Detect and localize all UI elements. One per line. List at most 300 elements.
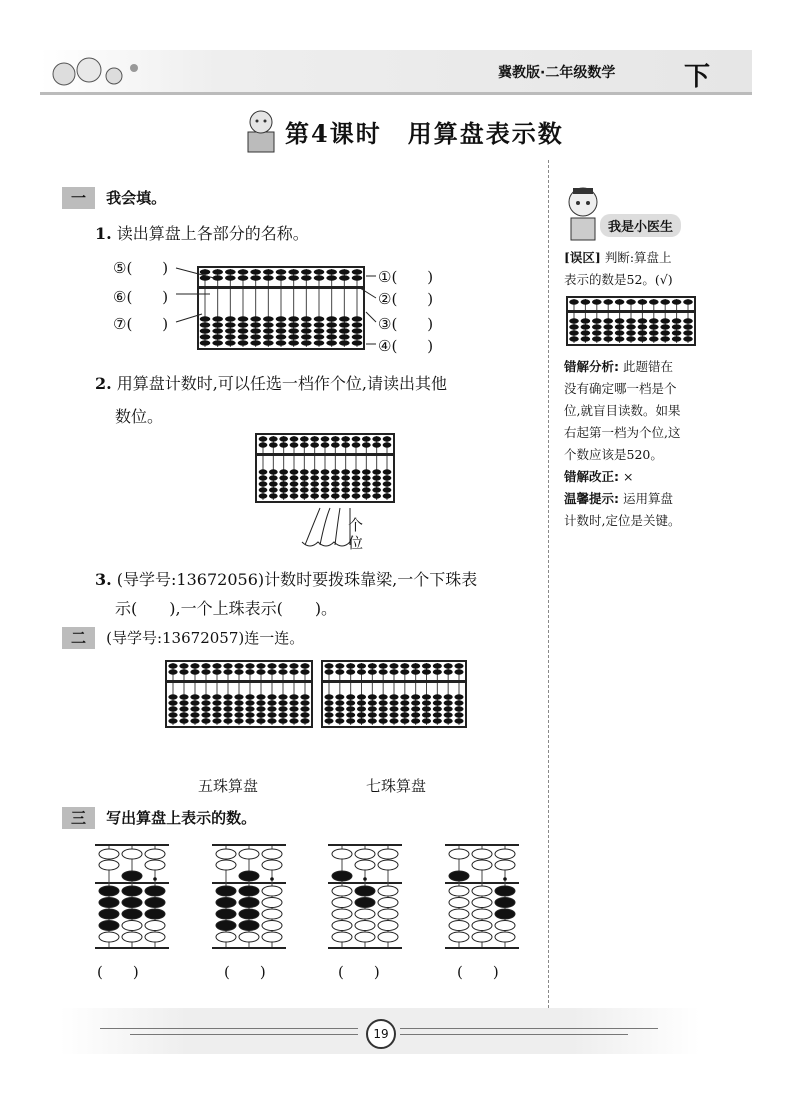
lower-bead bbox=[239, 909, 259, 919]
upper-bead bbox=[278, 663, 287, 668]
lower-bead bbox=[267, 694, 276, 699]
lower-bead bbox=[472, 898, 492, 908]
lower-bead bbox=[190, 718, 199, 723]
tip-label: 温馨提示: bbox=[564, 491, 619, 506]
lower-bead bbox=[145, 932, 165, 942]
lower-bead bbox=[581, 336, 591, 341]
section3-title: 写出算盘上表示的数。 bbox=[106, 809, 257, 827]
upper-bead bbox=[449, 849, 469, 859]
lower-bead bbox=[269, 487, 278, 492]
lower-bead bbox=[495, 898, 515, 908]
lower-bead bbox=[259, 487, 268, 492]
upper-bead bbox=[179, 669, 188, 674]
upper-bead bbox=[444, 663, 453, 668]
footer-line-right-2 bbox=[400, 1034, 628, 1035]
lower-bead bbox=[179, 694, 188, 699]
lower-bead bbox=[357, 718, 366, 723]
lower-bead bbox=[256, 700, 265, 705]
lower-bead bbox=[433, 694, 442, 699]
upper-bead bbox=[145, 860, 165, 870]
lower-bead bbox=[362, 475, 371, 480]
lower-bead bbox=[179, 706, 188, 711]
lower-bead bbox=[368, 694, 377, 699]
upper-bead bbox=[179, 663, 188, 668]
lower-bead bbox=[168, 700, 177, 705]
lower-bead bbox=[638, 336, 648, 341]
lower-bead bbox=[212, 694, 221, 699]
lower-bead bbox=[444, 694, 453, 699]
upper-bead bbox=[212, 663, 221, 668]
upper-bead bbox=[346, 663, 355, 668]
lower-bead bbox=[378, 886, 398, 896]
upper-bead bbox=[300, 663, 309, 668]
q3-line1 bbox=[95, 567, 477, 590]
lower-bead bbox=[278, 694, 287, 699]
lower-bead bbox=[201, 718, 210, 723]
lower-bead bbox=[422, 712, 431, 717]
lower-bead bbox=[331, 469, 340, 474]
label-6: ⑥( ) bbox=[113, 288, 169, 306]
lower-bead bbox=[449, 921, 469, 931]
upper-bead bbox=[626, 299, 636, 304]
lower-bead bbox=[289, 718, 298, 723]
lower-bead bbox=[331, 475, 340, 480]
upper-bead bbox=[378, 849, 398, 859]
lower-bead bbox=[310, 481, 319, 486]
upper-bead bbox=[223, 669, 232, 674]
lower-bead bbox=[332, 932, 352, 942]
upper-bead bbox=[592, 299, 602, 304]
lower-bead bbox=[289, 694, 298, 699]
unit-dot bbox=[270, 877, 274, 881]
five-bead-abacus bbox=[165, 660, 313, 728]
section3-header bbox=[62, 807, 256, 829]
lower-bead bbox=[212, 718, 221, 723]
column-divider bbox=[548, 160, 549, 1008]
lower-bead bbox=[433, 712, 442, 717]
upper-bead bbox=[649, 299, 659, 304]
lower-bead bbox=[259, 493, 268, 498]
lower-bead bbox=[335, 712, 344, 717]
lower-bead bbox=[267, 712, 276, 717]
lower-bead bbox=[346, 712, 355, 717]
lower-bead bbox=[239, 898, 259, 908]
lower-bead bbox=[300, 493, 309, 498]
lower-bead bbox=[300, 481, 309, 486]
sidebar-judge-2: 表示的数是52。(√) bbox=[564, 272, 673, 287]
section2-text: (导学号:13672057)连一连。 bbox=[106, 629, 305, 647]
lower-bead bbox=[201, 694, 210, 699]
upper-bead bbox=[433, 669, 442, 674]
lower-bead bbox=[290, 481, 299, 486]
lower-bead bbox=[378, 921, 398, 931]
sidebar-judge-1: 判断:算盘上 bbox=[604, 250, 672, 265]
abacus-c bbox=[328, 844, 402, 949]
lower-bead bbox=[346, 718, 355, 723]
abacus-d bbox=[445, 844, 519, 949]
lower-bead bbox=[245, 712, 254, 717]
lower-bead bbox=[223, 706, 232, 711]
section2-badge: 二 bbox=[62, 627, 95, 649]
lower-bead bbox=[245, 700, 254, 705]
lower-bead bbox=[168, 706, 177, 711]
lower-bead bbox=[352, 493, 361, 498]
lower-bead bbox=[352, 475, 361, 480]
upper-bead bbox=[262, 849, 282, 859]
upper-bead bbox=[368, 663, 377, 668]
lower-bead bbox=[168, 718, 177, 723]
upper-bead bbox=[234, 669, 243, 674]
lower-bead bbox=[310, 469, 319, 474]
upper-bead bbox=[495, 849, 515, 859]
upper-bead bbox=[201, 663, 210, 668]
q1-pointer-lines bbox=[170, 262, 410, 352]
lower-bead bbox=[99, 921, 119, 931]
upper-bead bbox=[615, 299, 625, 304]
abacus-beam bbox=[567, 310, 695, 313]
lower-bead bbox=[267, 718, 276, 723]
footer-line-left-1 bbox=[100, 1028, 358, 1029]
lower-bead bbox=[355, 909, 375, 919]
upper-bead bbox=[122, 849, 142, 859]
lower-bead bbox=[201, 700, 210, 705]
q2-ge: 个 bbox=[348, 516, 364, 534]
lower-bead bbox=[321, 493, 330, 498]
lower-bead bbox=[278, 706, 287, 711]
lower-bead bbox=[379, 700, 388, 705]
footer-line-right-1 bbox=[400, 1028, 658, 1029]
upper-bead bbox=[581, 299, 591, 304]
lower-bead bbox=[346, 694, 355, 699]
upper-bead bbox=[331, 436, 340, 441]
q2-text-2: 数位。 bbox=[115, 407, 164, 426]
lower-bead bbox=[615, 324, 625, 329]
lower-bead bbox=[122, 921, 142, 931]
lower-bead bbox=[223, 718, 232, 723]
lower-bead bbox=[234, 700, 243, 705]
lower-bead bbox=[683, 336, 693, 341]
lower-bead bbox=[355, 932, 375, 942]
unit-dot bbox=[503, 877, 507, 881]
lower-bead bbox=[289, 712, 298, 717]
analysis-line-5: 个数应该是520。 bbox=[564, 447, 663, 462]
lower-bead bbox=[352, 469, 361, 474]
lower-bead bbox=[179, 718, 188, 723]
analysis-line-4: 右起第一档为个位,这 bbox=[564, 425, 681, 440]
lower-bead bbox=[269, 493, 278, 498]
upper-bead bbox=[267, 663, 276, 668]
lower-bead bbox=[378, 898, 398, 908]
lower-bead bbox=[660, 336, 670, 341]
upper-bead bbox=[454, 669, 463, 674]
lower-bead bbox=[332, 886, 352, 896]
lower-bead bbox=[223, 712, 232, 717]
lower-bead bbox=[449, 886, 469, 896]
upper-bead bbox=[99, 849, 119, 859]
lower-bead bbox=[216, 909, 236, 919]
lower-bead bbox=[145, 886, 165, 896]
upper-bead bbox=[212, 669, 221, 674]
lower-bead bbox=[335, 718, 344, 723]
upper-bead bbox=[638, 299, 648, 304]
upper-bead bbox=[122, 871, 142, 881]
upper-bead bbox=[216, 849, 236, 859]
lower-bead bbox=[259, 469, 268, 474]
lower-bead bbox=[201, 706, 210, 711]
lower-bead bbox=[368, 718, 377, 723]
lower-bead bbox=[300, 700, 309, 705]
lower-bead bbox=[332, 898, 352, 908]
upper-bead bbox=[355, 860, 375, 870]
lower-bead bbox=[683, 330, 693, 335]
upper-bead bbox=[411, 669, 420, 674]
upper-bead bbox=[454, 663, 463, 668]
lower-bead bbox=[145, 898, 165, 908]
lower-bead bbox=[259, 481, 268, 486]
upper-bead bbox=[168, 663, 177, 668]
lower-bead bbox=[99, 932, 119, 942]
section1-header bbox=[62, 187, 166, 209]
analysis-label: 错解分析: bbox=[564, 359, 619, 374]
lower-bead bbox=[355, 898, 375, 908]
lower-bead bbox=[335, 706, 344, 711]
lower-bead bbox=[321, 481, 330, 486]
lower-bead bbox=[683, 324, 693, 329]
label-1: ①( ) bbox=[378, 268, 434, 286]
upper-bead bbox=[290, 442, 299, 447]
lower-bead bbox=[422, 700, 431, 705]
lower-bead bbox=[212, 712, 221, 717]
answer-d: ( ) bbox=[457, 963, 499, 981]
lower-bead bbox=[245, 718, 254, 723]
upper-bead bbox=[269, 442, 278, 447]
upper-bead bbox=[290, 436, 299, 441]
lower-bead bbox=[324, 712, 333, 717]
lower-bead bbox=[383, 487, 392, 492]
lower-bead bbox=[99, 886, 119, 896]
q1-text: 读出算盘上各部分的名称。 bbox=[116, 224, 309, 243]
q1-number: 1. bbox=[95, 224, 112, 243]
upper-bead bbox=[289, 663, 298, 668]
upper-bead bbox=[346, 669, 355, 674]
lower-bead bbox=[638, 318, 648, 323]
lower-bead bbox=[454, 718, 463, 723]
header-rule bbox=[40, 92, 752, 95]
lower-bead bbox=[454, 700, 463, 705]
lower-bead bbox=[389, 700, 398, 705]
lower-bead bbox=[310, 475, 319, 480]
lower-bead bbox=[660, 330, 670, 335]
upper-bead bbox=[400, 669, 409, 674]
lower-bead bbox=[324, 706, 333, 711]
lower-bead bbox=[300, 694, 309, 699]
lower-bead bbox=[279, 469, 288, 474]
lower-bead bbox=[346, 706, 355, 711]
lower-bead bbox=[626, 330, 636, 335]
upper-bead bbox=[341, 436, 350, 441]
q2-wei: 位 bbox=[348, 534, 364, 552]
lower-bead bbox=[262, 921, 282, 931]
lower-bead bbox=[449, 932, 469, 942]
lower-bead bbox=[216, 898, 236, 908]
section2-header bbox=[62, 627, 304, 649]
lower-bead bbox=[411, 694, 420, 699]
lower-bead bbox=[649, 330, 659, 335]
lesson-title: 第4课时 用算盘表示数 bbox=[285, 119, 564, 148]
lower-bead bbox=[179, 712, 188, 717]
lower-bead bbox=[383, 481, 392, 486]
lower-bead bbox=[256, 718, 265, 723]
upper-bead bbox=[269, 436, 278, 441]
lower-bead bbox=[411, 700, 420, 705]
lower-bead bbox=[190, 712, 199, 717]
upper-bead bbox=[672, 299, 682, 304]
upper-bead bbox=[245, 663, 254, 668]
footer-line-left-2 bbox=[130, 1034, 358, 1035]
lower-bead bbox=[300, 475, 309, 480]
upper-bead bbox=[352, 442, 361, 447]
lower-bead bbox=[278, 718, 287, 723]
label-4: ④( ) bbox=[378, 337, 434, 355]
upper-bead bbox=[352, 436, 361, 441]
lower-bead bbox=[444, 706, 453, 711]
q2-abacus bbox=[255, 433, 395, 503]
title-mascot-icon bbox=[244, 104, 278, 154]
lower-bead bbox=[389, 712, 398, 717]
lower-bead bbox=[279, 481, 288, 486]
lower-bead bbox=[379, 718, 388, 723]
upper-bead bbox=[239, 871, 259, 881]
lower-bead bbox=[372, 469, 381, 474]
lower-bead bbox=[638, 324, 648, 329]
lower-bead bbox=[372, 475, 381, 480]
doctor-mascot-icon bbox=[563, 184, 603, 242]
upper-bead bbox=[362, 442, 371, 447]
upper-bead bbox=[411, 663, 420, 668]
section1-badge: 一 bbox=[62, 187, 95, 209]
lower-bead bbox=[234, 694, 243, 699]
upper-bead bbox=[267, 669, 276, 674]
lower-bead bbox=[256, 712, 265, 717]
analysis-line-3: 位,就盲目读数。如果 bbox=[564, 403, 681, 418]
lower-bead bbox=[300, 487, 309, 492]
lower-bead bbox=[400, 706, 409, 711]
upper-bead bbox=[321, 442, 330, 447]
lower-bead bbox=[321, 475, 330, 480]
lower-bead bbox=[472, 932, 492, 942]
lower-bead bbox=[341, 487, 350, 492]
lower-bead bbox=[341, 469, 350, 474]
lower-bead bbox=[321, 487, 330, 492]
lower-bead bbox=[368, 712, 377, 717]
upper-bead bbox=[449, 871, 469, 881]
lower-bead bbox=[649, 318, 659, 323]
lower-bead bbox=[122, 909, 142, 919]
lower-bead bbox=[310, 493, 319, 498]
lower-bead bbox=[592, 336, 602, 341]
correct-value: × bbox=[622, 469, 634, 484]
lower-bead bbox=[603, 318, 613, 323]
upper-bead bbox=[310, 436, 319, 441]
lower-bead bbox=[259, 475, 268, 480]
upper-bead bbox=[569, 299, 579, 304]
lower-bead bbox=[239, 932, 259, 942]
lower-bead bbox=[400, 718, 409, 723]
lower-bead bbox=[372, 487, 381, 492]
unit-dot bbox=[153, 877, 157, 881]
upper-bead bbox=[216, 860, 236, 870]
lower-bead bbox=[660, 318, 670, 323]
lower-bead bbox=[379, 694, 388, 699]
upper-bead bbox=[355, 849, 375, 859]
upper-bead bbox=[332, 871, 352, 881]
lower-bead bbox=[278, 712, 287, 717]
lower-bead bbox=[444, 700, 453, 705]
upper-bead bbox=[331, 442, 340, 447]
upper-bead bbox=[495, 860, 515, 870]
lower-bead bbox=[378, 932, 398, 942]
lower-bead bbox=[660, 324, 670, 329]
section1-title: 我会填。 bbox=[106, 189, 167, 207]
lower-bead bbox=[444, 712, 453, 717]
lower-bead bbox=[495, 909, 515, 919]
lower-bead bbox=[626, 324, 636, 329]
lower-bead bbox=[300, 469, 309, 474]
lower-bead bbox=[672, 330, 682, 335]
lower-bead bbox=[615, 318, 625, 323]
lower-bead bbox=[495, 921, 515, 931]
lower-bead bbox=[683, 318, 693, 323]
lower-bead bbox=[638, 330, 648, 335]
upper-bead bbox=[168, 669, 177, 674]
upper-bead bbox=[383, 436, 392, 441]
upper-bead bbox=[190, 663, 199, 668]
lower-bead bbox=[290, 475, 299, 480]
lower-bead bbox=[332, 909, 352, 919]
lower-bead bbox=[179, 700, 188, 705]
lower-bead bbox=[357, 700, 366, 705]
upper-bead bbox=[300, 442, 309, 447]
series-label: 冀教版·二年级数学 bbox=[498, 65, 616, 81]
lower-bead bbox=[615, 336, 625, 341]
lower-bead bbox=[201, 712, 210, 717]
lower-bead bbox=[335, 700, 344, 705]
lower-bead bbox=[190, 700, 199, 705]
q2-number: 2. bbox=[95, 374, 112, 393]
lower-bead bbox=[569, 330, 579, 335]
header-band bbox=[40, 50, 752, 92]
sidebar-judge bbox=[564, 247, 700, 291]
lower-bead bbox=[290, 493, 299, 498]
upper-bead bbox=[259, 436, 268, 441]
lower-bead bbox=[168, 712, 177, 717]
lower-bead bbox=[389, 706, 398, 711]
lower-bead bbox=[672, 336, 682, 341]
abacus-beam bbox=[166, 680, 312, 683]
lower-bead bbox=[245, 706, 254, 711]
label-5: ⑤( ) bbox=[113, 259, 169, 277]
lower-bead bbox=[378, 909, 398, 919]
lower-bead bbox=[357, 712, 366, 717]
label-seven-bead: 七珠算盘 bbox=[366, 777, 427, 795]
upper-bead bbox=[256, 669, 265, 674]
lower-bead bbox=[400, 694, 409, 699]
upper-bead bbox=[422, 669, 431, 674]
lower-bead bbox=[449, 909, 469, 919]
lower-bead bbox=[289, 706, 298, 711]
upper-bead bbox=[357, 663, 366, 668]
upper-bead bbox=[379, 663, 388, 668]
